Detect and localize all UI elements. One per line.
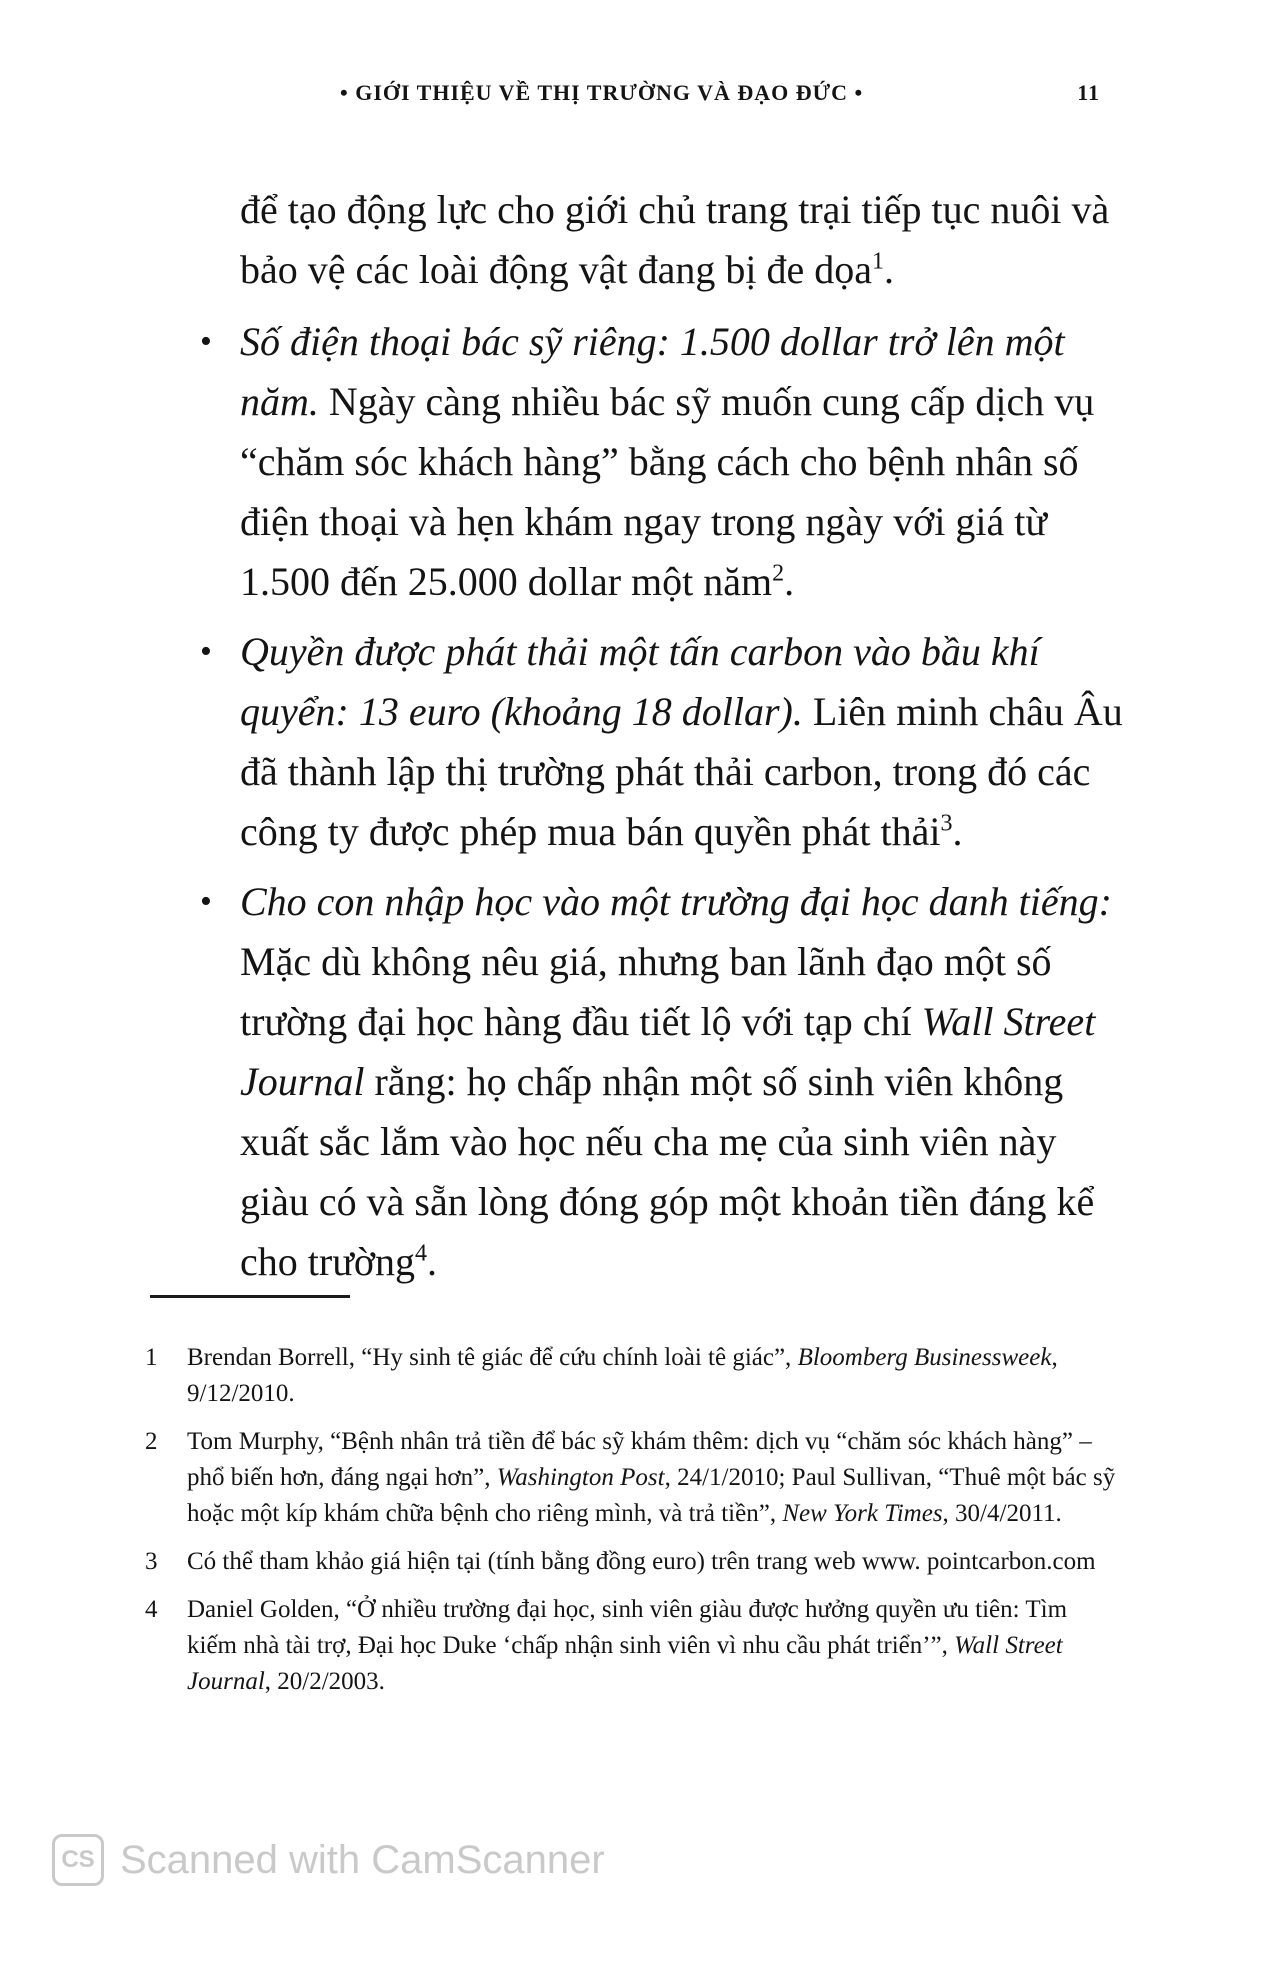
continued-paragraph: để tạo động lực cho giới chủ trang trại tiếp tục nuôi và bảo vệ các loài động vật đang bị đe dọa$^1$. — [240, 187, 1110, 292]
footnote-number: 3 — [145, 1548, 158, 1575]
bullet-item-carbon: • Quyền được phát thải một tấn carbon vào bầu khí quyển: 13 euro (khoảng 18 dollar). Liên minh châu Âu đã thành lập thị trường phát thải carbon, trong đó các công ty được phép mua bán quyền phát thải$^3$. — [200, 622, 1130, 862]
journal-title: Wall Street Journal — [240, 999, 1096, 1104]
camscanner-logo-icon: CS — [52, 1834, 104, 1886]
page-number: 11 — [1077, 80, 1100, 105]
footnotes — [145, 1340, 1120, 1712]
footnote-ref: 2 — [772, 560, 785, 587]
bullet-item-university: • Cho con nhập học vào một trường đại học danh tiếng: Mặc dù không nêu giá, nhưng ban lãnh đạo một số trường đại học hàng đầu tiết lộ với tạp chí Wall Street Journal rằng: họ chấp nhận một số sinh viên không xuất sắc lắm vào học nếu cha mẹ của sinh viên này giàu có và sẵn lòng đóng góp một khoản tiền đáng kể cho trường$^4$. — [200, 872, 1130, 1292]
bullet-text: rằng: họ chấp nhận một số sinh viên không xuất sắc lắm vào học nếu cha mẹ của sinh viên này giàu có và sẵn lòng đóng góp một khoản tiền đáng kể cho trường — [240, 1059, 1095, 1284]
body-text — [200, 180, 1130, 1302]
watermark-text: Scanned with CamScanner — [120, 1837, 605, 1882]
bullet-item-doctor-phone: • Số điện thoại bác sỹ riêng: 1.500 dollar trở lên một năm. Ngày càng nhiều bác sỹ muốn cung cấp dịch vụ “chăm sóc khách hàng” bằng cách cho bệnh nhân số điện thoại và hẹn khám ngay trong ngày với giá từ 1.500 đến 25.000 dollar một năm$^2$. — [200, 312, 1130, 612]
footnote-divider — [150, 1295, 350, 1298]
footnote-number: 2 — [145, 1428, 158, 1455]
footnote-ref: 4 — [415, 1240, 428, 1267]
footnote-number: 1 — [145, 1344, 158, 1371]
footnote-3: 3 Có thể tham khảo giá hiện tại (tính bằng đồng euro) trên trang web www. pointcarbon.com — [145, 1544, 1120, 1580]
footnote-2: 2 Tom Murphy, “Bệnh nhân trả tiền để bác sỹ khám thêm: dịch vụ “chăm sóc khách hàng” – phổ biến hơn, đáng ngại hơn”, Washington Post, 24/1/2010; Paul Sullivan, “Thuê một bác sỹ hoặc một kíp khám chữa bệnh cho riêng mình, và trả tiền”, New York Times, 30/4/2011. — [145, 1424, 1120, 1532]
bullet-heading: Cho con nhập học vào một trường đại học danh tiếng: — [240, 879, 1112, 924]
bullet-heading: Số điện thoại bác sỹ riêng: 1.500 dollar trở lên một năm. — [240, 319, 1065, 424]
running-header — [340, 80, 1120, 110]
bullet-text: Mặc dù không nêu giá, nhưng ban lãnh đạo một số trường đại học hàng đầu tiết lộ với tạp chí — [240, 939, 1052, 1044]
footnote-ref: 1 — [872, 248, 884, 275]
bullet-heading: Quyền được phát thải một tấn carbon vào bầu khí quyển: 13 euro (khoảng 18 dollar). — [240, 629, 1040, 734]
camscanner-watermark — [52, 1830, 605, 1890]
footnote-1: 1 Brendan Borrell, “Hy sinh tê giác để cứu chính loài tê giác”, Bloomberg Businessweek, 9/12/2010. — [145, 1340, 1120, 1412]
footnote-ref: 3 — [940, 810, 953, 837]
running-title: • GIỚI THIỆU VỀ THỊ TRƯỜNG VÀ ĐẠO ĐỨC • — [340, 80, 864, 105]
bullet-text: Liên minh châu Âu đã thành lập thị trường phát thải carbon, trong đó các công ty được phép mua bán quyền phát thải — [240, 689, 1123, 854]
bullet-icon: • — [200, 323, 212, 360]
bullet-text: Ngày càng nhiều bác sỹ muốn cung cấp dịch vụ “chăm sóc khách hàng” bằng cách cho bệnh nhân số điện thoại và hẹn khám ngay trong ngày với giá từ 1.500 đến 25.000 dollar một năm — [240, 379, 1095, 604]
footnote-number: 4 — [145, 1596, 158, 1623]
bullet-icon: • — [200, 633, 212, 670]
footnote-4: 4 Daniel Golden, “Ở nhiều trường đại học, sinh viên giàu được hưởng quyền ưu tiên: Tìm kiếm nhà tài trợ, Đại học Duke ‘chấp nhận sinh viên vì nhu cầu phát triển’”, Wall Street Journal, 20/2/2003. — [145, 1592, 1120, 1700]
bullet-icon: • — [200, 883, 212, 920]
